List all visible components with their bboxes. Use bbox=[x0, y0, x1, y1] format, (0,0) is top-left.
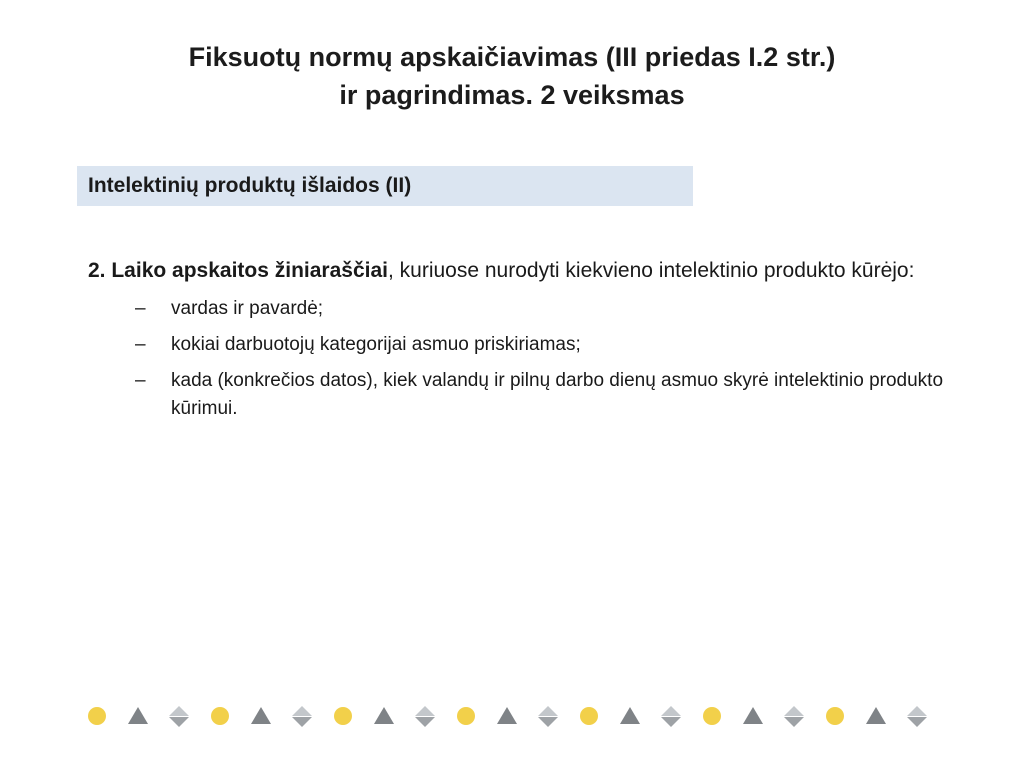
dash-marker: – bbox=[135, 334, 146, 355]
diamond-icon bbox=[538, 706, 558, 727]
decorative-shape-row bbox=[0, 703, 1024, 729]
bullet-text: kada (konkrečios datos), kiek valandų ir pilnų darbo dienų asmuo skyrė intelektinio produkto kūrimui. bbox=[171, 370, 944, 419]
dash-marker: – bbox=[135, 298, 146, 319]
circle-icon bbox=[334, 707, 352, 725]
triangle-icon bbox=[866, 707, 886, 724]
title-line-2: ir pagrindimas. 2 veiksmas bbox=[339, 80, 685, 110]
circle-icon bbox=[211, 707, 229, 725]
circle-icon bbox=[703, 707, 721, 725]
diamond-icon bbox=[292, 706, 312, 727]
diamond-icon bbox=[661, 706, 681, 727]
slide-title bbox=[0, 38, 1024, 114]
section-banner bbox=[77, 166, 693, 206]
bullet-item bbox=[88, 295, 948, 323]
triangle-icon bbox=[374, 707, 394, 724]
bullet-item bbox=[88, 331, 948, 359]
bullet-list bbox=[88, 295, 948, 423]
slide-content bbox=[88, 255, 948, 431]
banner-text: Intelektinių produktų išlaidos (II) bbox=[88, 174, 412, 197]
circle-icon bbox=[457, 707, 475, 725]
circle-icon bbox=[580, 707, 598, 725]
triangle-icon bbox=[743, 707, 763, 724]
intro-rest-text: , kuriuose nurodyti kiekvieno intelektinio produkto kūrėjo: bbox=[387, 259, 915, 282]
title-line-1: Fiksuotų normų apskaičiavimas (III priedas I.2 str.) bbox=[188, 42, 836, 72]
triangle-icon bbox=[251, 707, 271, 724]
triangle-icon bbox=[128, 707, 148, 724]
intro-bold-text: 2. Laiko apskaitos žiniaraščiai bbox=[88, 259, 388, 282]
circle-icon bbox=[88, 707, 106, 725]
dash-marker: – bbox=[135, 370, 146, 391]
bullet-text: vardas ir pavardė; bbox=[171, 298, 324, 319]
triangle-icon bbox=[620, 707, 640, 724]
diamond-icon bbox=[784, 706, 804, 727]
bullet-text: kokiai darbuotojų kategorijai asmuo priskiriamas; bbox=[171, 334, 581, 355]
diamond-icon bbox=[907, 706, 927, 727]
diamond-icon bbox=[169, 706, 189, 727]
intro-paragraph bbox=[88, 255, 948, 287]
circle-icon bbox=[826, 707, 844, 725]
bullet-item bbox=[88, 367, 948, 423]
triangle-icon bbox=[497, 707, 517, 724]
diamond-icon bbox=[415, 706, 435, 727]
